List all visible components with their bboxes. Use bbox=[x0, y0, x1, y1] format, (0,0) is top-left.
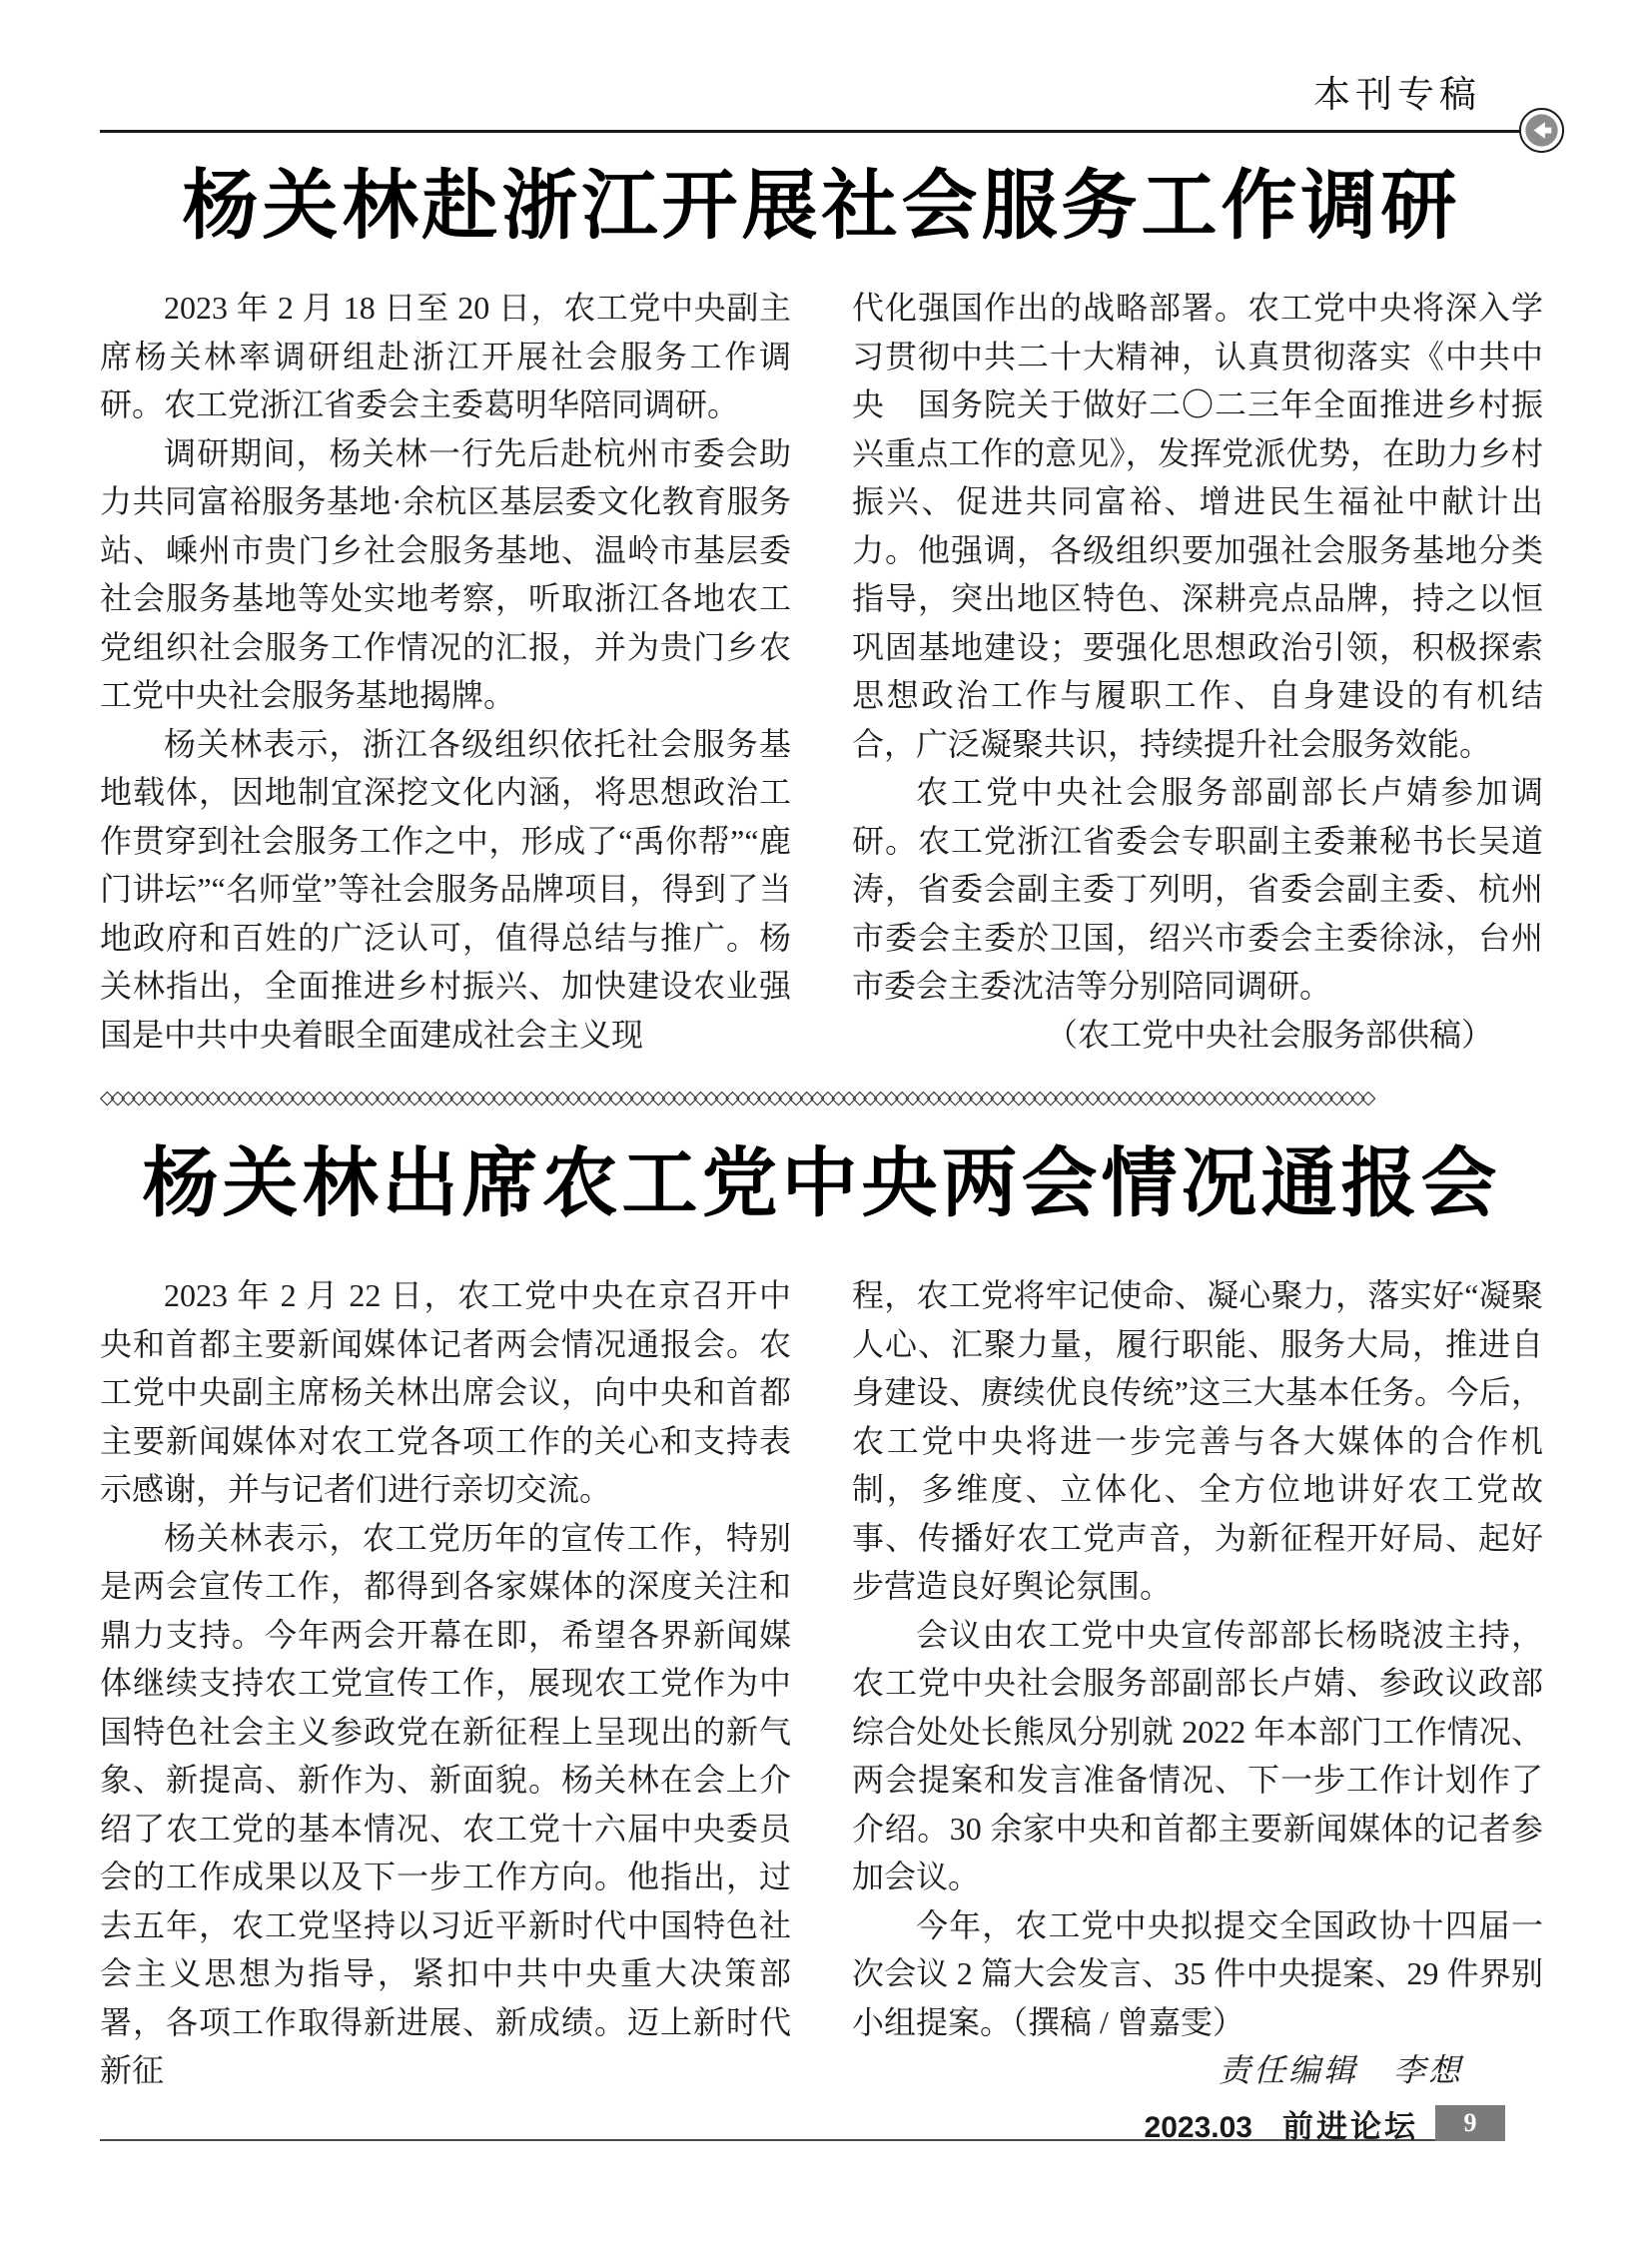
section-label: 本刊专稿 bbox=[1313, 74, 1481, 115]
article2-paragraph-1: 2023 年 2 月 22 日，农工党中央在京召开中央和首都主要新闻媒体记者两会情况通报会。农工党中央副主席杨关林出席会议，向中央和首都主要新闻媒体对农工党各项工作的关心和支持表示感谢，并与记者们进行亲切交流。 bbox=[100, 1277, 791, 1507]
footer-journal-name: 前进论坛 bbox=[1282, 2109, 1418, 2144]
page-header bbox=[100, 0, 1543, 133]
editor-line: 责任编辑 李想 bbox=[1218, 2052, 1463, 2088]
diamond-divider: ◇◇◇◇◇◇◇◇◇◇◇◇◇◇◇◇◇◇◇◇◇◇◇◇◇◇◇◇◇◇◇◇◇◇◇◇◇◇◇◇◇◇◇◇◇◇◇◇◇◇◇◇◇◇◇◇◇◇◇◇◇◇◇◇◇◇◇◇◇◇◇◇◇◇◇◇◇◇◇◇◇◇◇◇◇◇◇◇◇◇◇◇◇◇◇◇◇◇◇◇◇◇◇◇◇◇◇◇◇◇◇◇◇◇◇◇◇◇◇◇ bbox=[100, 1089, 1372, 1109]
article2-body bbox=[100, 1271, 1543, 2095]
footer-issue: 2023.03 bbox=[1144, 2111, 1252, 2144]
article2-column-1 bbox=[100, 1271, 791, 2095]
article2-paragraph-3: 会议由农工党中央宣传部部长杨晓波主持，农工党中央社会服务部副部长卢婧、参政议政部综合处处长熊凤分别就 2022 年本部门工作情况、两会提案和发言准备情况、下一步工作计划作了介绍。30 余家中央和首都主要新闻媒体的记者参加会议。 bbox=[852, 1616, 1543, 1894]
article1-paragraph-3: 杨关林表示，浙江各级组织依托社会服务基地载体，因地制宜深挖文化内涵，将思想政治工作贯穿到社会服务工作之中，形成了“禹你帮”“鹿门讲坛”“名师堂”等社会服务品牌项目，得到了当地政府和百姓的广泛认可，值得总结与推广。杨关林指出，全面推进乡村振兴、加快建设农业强国是中共中央着眼全面建成社会主义现 bbox=[100, 725, 791, 1053]
article1-column-1 bbox=[100, 284, 791, 1059]
article1-body bbox=[100, 284, 1543, 1059]
back-arrow-icon bbox=[1518, 107, 1565, 154]
article1-source-credit: （农工党中央社会服务部供稿） bbox=[1045, 1016, 1493, 1053]
page-number-badge: 9 bbox=[1435, 2105, 1505, 2141]
article1-column-2 bbox=[852, 284, 1543, 1059]
article1-paragraph-2: 调研期间，杨关林一行先后赴杭州市委会助力共同富裕服务基地·余杭区基层委文化教育服务站、嵊州市贵门乡社会服务基地、温岭市基层委社会服务基地等处实地考察，听取浙江各地农工党组织社会服务工作情况的汇报，并为贵门乡农工党中央社会服务基地揭牌。 bbox=[100, 434, 791, 713]
article2-paragraph-4: 今年，农工党中央拟提交全国政协十四届一次会议 2 篇大会发言、35 件中央提案、29 件界别小组提案。（撰稿 / 曾嘉雯） bbox=[852, 1906, 1543, 2040]
article2-paragraph-2-continued: 程，农工党将牢记使命、凝心聚力，落实好“凝聚人心、汇聚力量，履行职能、服务大局，推进自身建设、赓续优良传统”这三大基本任务。今后，农工党中央将进一步完善与各大媒体的合作机制，多维度、立体化、全方位地讲好农工党故事、传播好农工党声音，为新征程开好局、起好步营造良好舆论氛围。 bbox=[852, 1277, 1543, 1604]
article2-title: 杨关林出席农工党中央两会情况通报会 bbox=[142, 1141, 1501, 1226]
article1-paragraph-4: 农工党中央社会服务部副部长卢婧参加调研。农工党浙江省委会专职副主委兼秘书长吴道涛，省委会副主委丁列明，省委会副主委、杭州市委会主委於卫国，绍兴市委会主委徐泳，台州市委会主委沈洁等分别陪同调研。 bbox=[852, 774, 1543, 1004]
footer bbox=[1145, 2101, 1418, 2146]
article1-title: 杨关林赴浙江开展社会服务工作调研 bbox=[182, 164, 1461, 249]
article2-paragraph-2: 杨关林表示，农工党历年的宣传工作，特别是两会宣传工作，都得到各家媒体的深度关注和鼎力支持。今年两会开幕在即，希望各界新闻媒体继续支持农工党宣传工作，展现农工党作为中国特色社会主义参政党在新征程上呈现出的新气象、新提高、新作为、新面貌。杨关林在会上介绍了农工党的基本情况、农工党十六届中央委员会的工作成果以及下一步工作方向。他指出，过去五年，农工党坚持以习近平新时代中国特色社会主义思想为指导，紧扣中共中央重大决策部署，各项工作取得新进展、新成绩。迈上新时代新征 bbox=[100, 1519, 791, 2088]
article2-column-2 bbox=[852, 1271, 1543, 2095]
article1-paragraph-3-continued: 代化强国作出的战略部署。农工党中央将深入学习贯彻中共二十大精神，认真贯彻落实《中共中央 国务院关于做好二〇二三年全面推进乡村振兴重点工作的意见》，发挥党派优势，在助力乡村振兴、促进共同富裕、增进民生福祉中献计出力。他强调，各级组织要加强社会服务基地分类指导，突出地区特色、深耕亮点品牌，持之以恒巩固基地建设；要强化思想政治引领，积极探索思想政治工作与履职工作、自身建设的有机结合，广泛凝聚共识，持续提升社会服务效能。 bbox=[852, 290, 1543, 762]
article1-paragraph-1: 2023 年 2 月 18 日至 20 日，农工党中央副主席杨关林率调研组赴浙江开展社会服务工作调研。农工党浙江省委会主委葛明华陪同调研。 bbox=[100, 290, 791, 422]
